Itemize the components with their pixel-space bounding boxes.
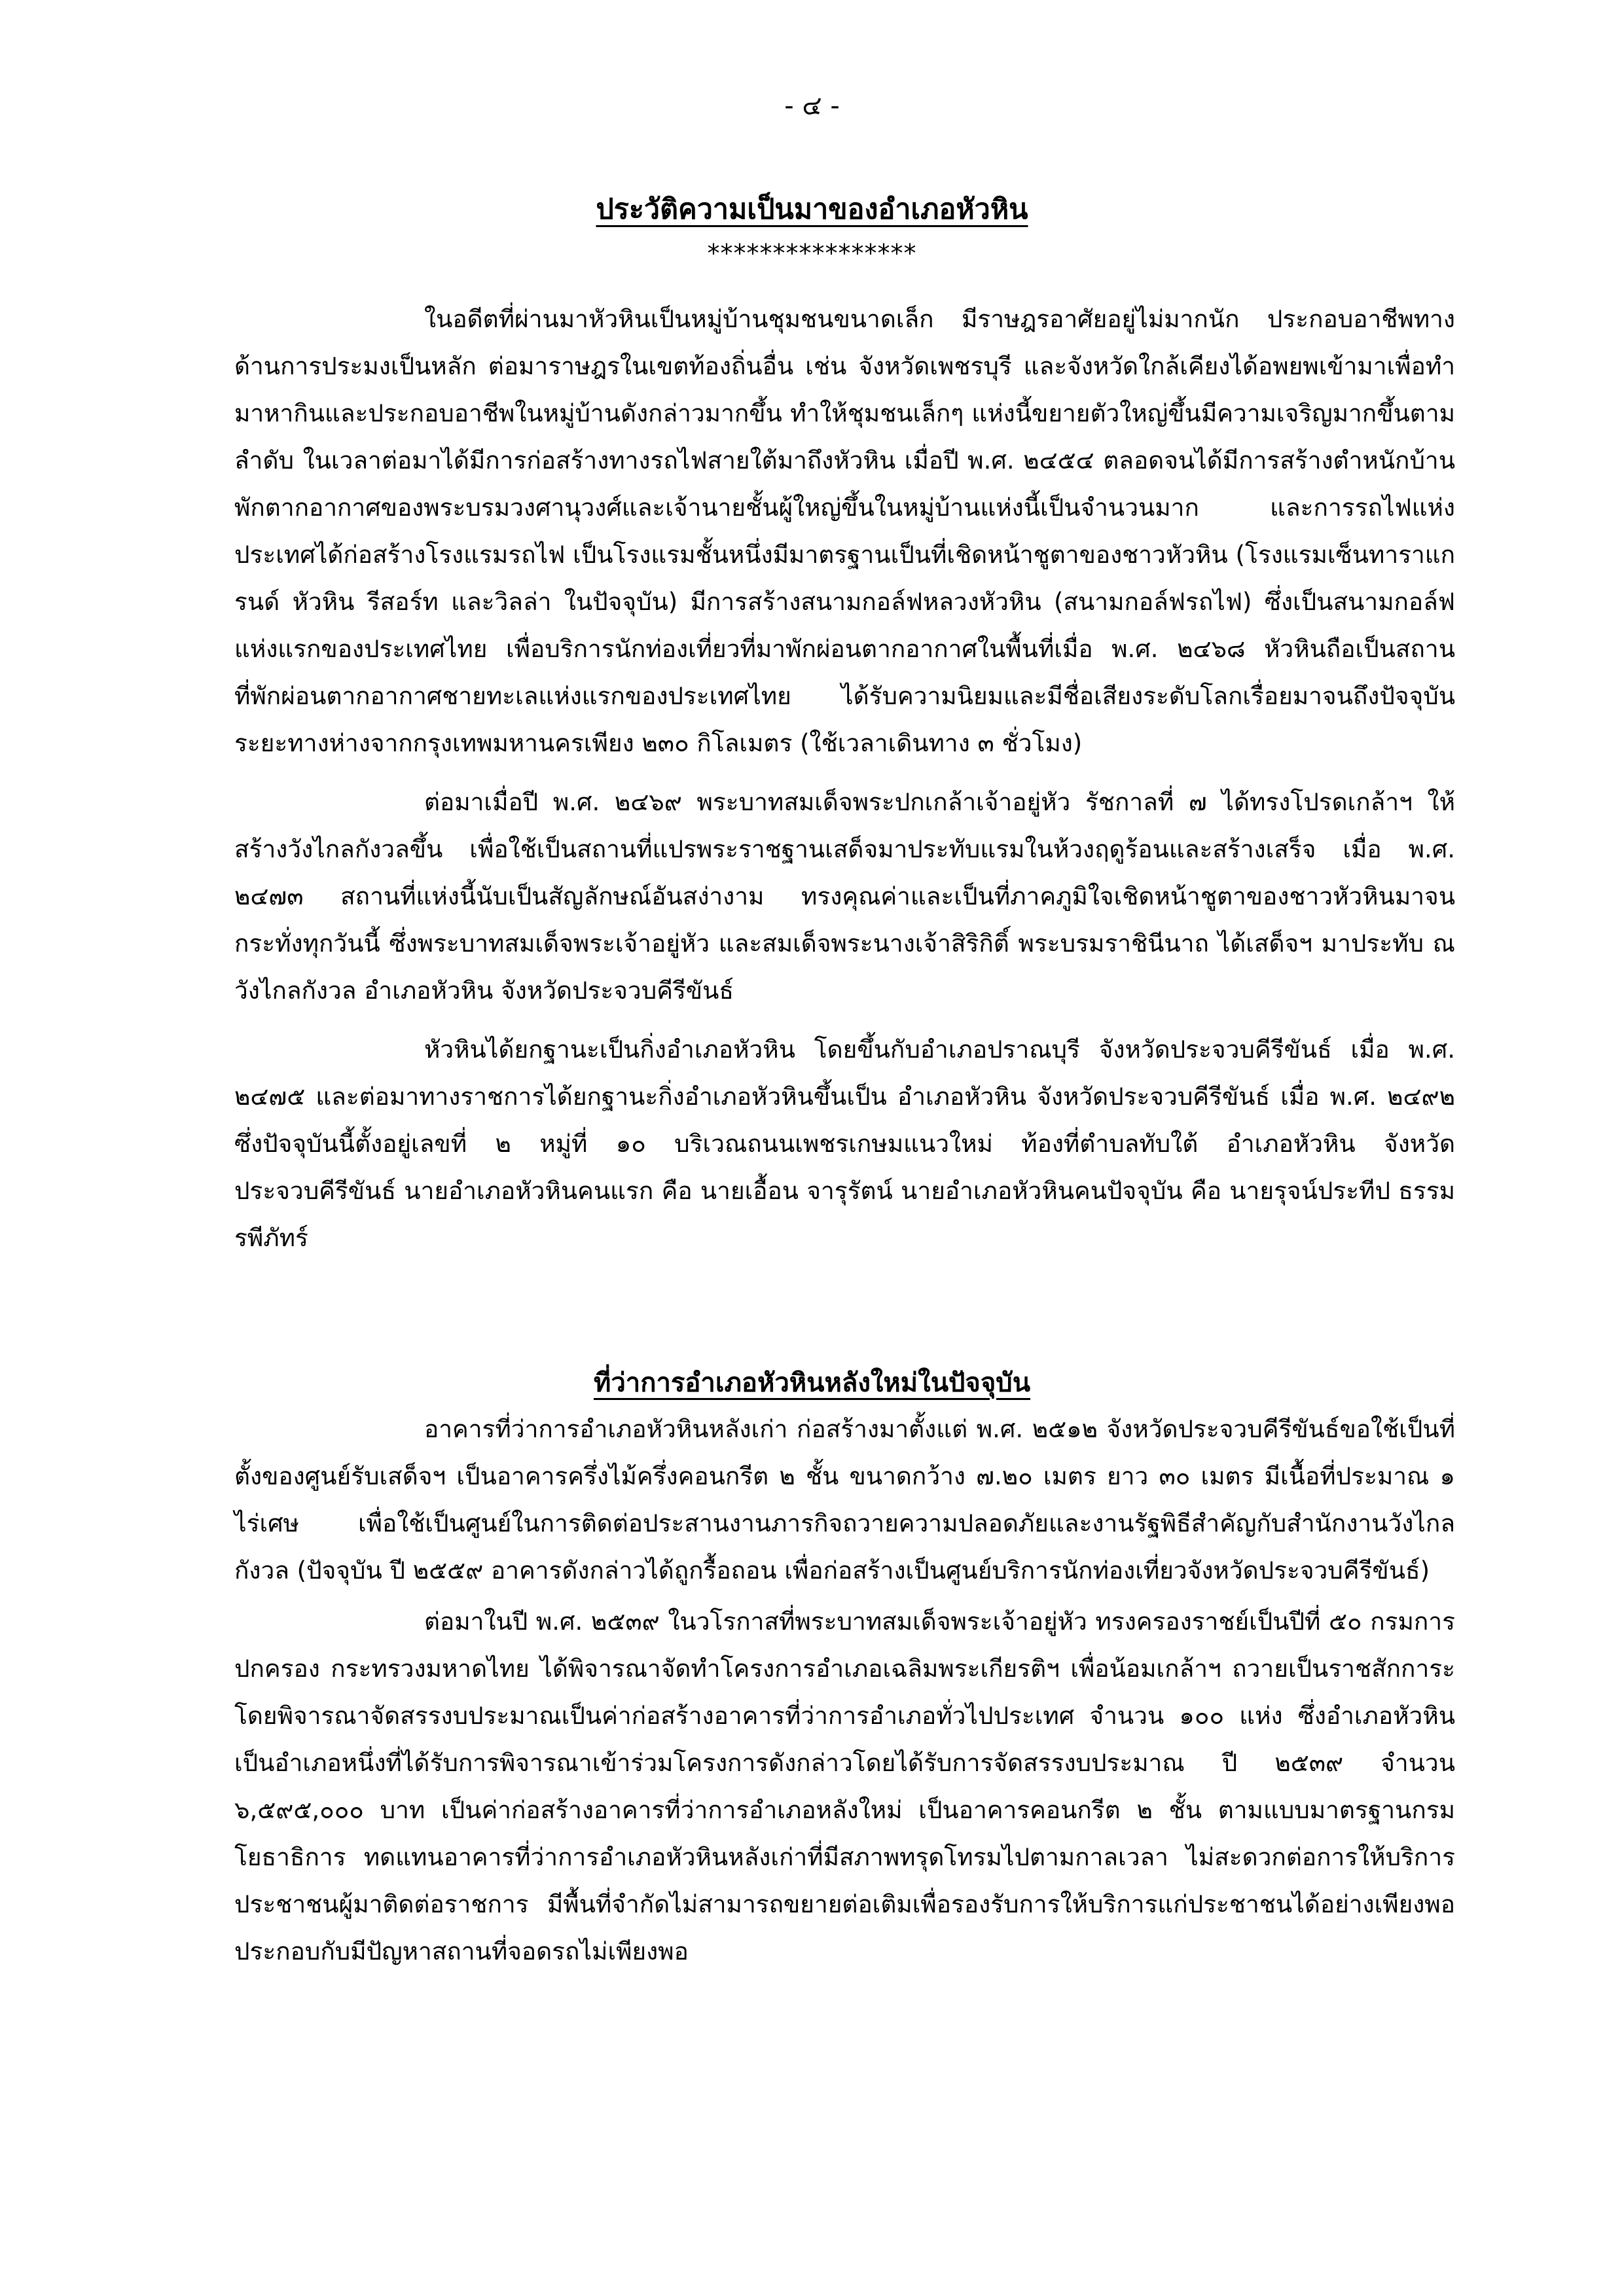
office-paragraph-1: อาคารที่ว่าการอำเภอหัวหินหลังเก่า ก่อสร้างมาตั้งแต่ พ.ศ. ๒๕๑๒ จังหวัดประจวบคีรีขันธ์ขอใช้เป็นที่ตั้งของศูนย์รับเสด็จฯ เป็นอาคารครึ่งไม้ครึ่งคอนกรีต ๒ ชั้น ขนาดกว้าง ๗.๒๐ เมตร ยาว ๓๐ เมตร มีเนื้อที่ประมาณ ๑ ไร่เศษ เพื่อใช้เป็นศูนย์ในการติดต่อประสานงานภารกิจถวายความปลอดภัยและงานรัฐพิธีสำคัญกับสำนักงานวังไกลกังวล (ปัจจุบัน ปี ๒๕๕๙ อาคารดังกล่าวได้ถูกรื้อถอน เพื่อก่อสร้างเป็นศูนย์บริการนักท่องเที่ยวจังหวัดประจวบคีรีขันธ์) (234, 1415, 1455, 1585)
section-heading (0, 1360, 1624, 1406)
title-separator: **************** (707, 239, 917, 268)
section-heading-text: ที่ว่าการอำเภอหัวหินหลังใหม่ในปัจจุบัน (593, 1368, 1031, 1398)
office-paragraph-2: ต่อมาในปี พ.ศ. ๒๕๓๙ ในวโรกาสที่พระบาทสมเด็จพระเจ้าอยู่หัว ทรงครองราชย์เป็นปีที่ ๕๐ กรมการปกครอง กระทรวงมหาดไทย ได้พิจารณาจัดทำโครงการอำเภอเฉลิมพระเกียรติฯ เพื่อน้อมเกล้าฯ ถวายเป็นราชสักการะ โดยพิจารณาจัดสรรงบประมาณเป็นค่าก่อสร้างอาคารที่ว่าการอำเภอทั่วไปประเทศ จำนวน ๑๐๐ แห่ง ซึ่งอำเภอหัวหินเป็นอำเภอหนึ่งที่ได้รับการพิจารณาเข้าร่วมโครงการดังกล่าวโดยได้รับการจัดสรรงบประมาณ ปี ๒๕๓๙ จำนวน ๖,๕๙๕,๐๐๐ บาท เป็นค่าก่อสร้างอาคารที่ว่าการอำเภอหลังใหม่ เป็นอาคารคอนกรีต ๒ ชั้น ตามแบบมาตรฐานกรมโยธาธิการ ทดแทนอาคารที่ว่าการอำเภอหัวหินหลังเก่าที่มีสภาพทรุดโทรมไปตามกาลเวลา ไม่สะดวกต่อการให้บริการประชาชนผู้มาติดต่อราชการ มีพื้นที่จำกัดไม่สามารถขยายต่อเติมเพื่อรองรับการให้บริการแก่ประชาชนได้อย่างเพียงพอ ประกอบกับมีปัญหาสถานที่จอดรถไม่เพียงพอ (234, 1607, 1455, 1965)
history-paragraph-3: หัวหินได้ยกฐานะเป็นกิ่งอำเภอหัวหิน โดยขึ้นกับอำเภอปราณบุรี จังหวัดประจวบคีรีขันธ์ เมื่อ พ.ศ. ๒๔๗๕ และต่อมาทางราชการได้ยกฐานะกิ่งอำเภอหัวหินขึ้นเป็น อำเภอหัวหิน จังหวัดประจวบคีรีขันธ์ เมื่อ พ.ศ. ๒๔๙๒ ซึ่งปัจจุบันนี้ตั้งอยู่เลขที่ ๒ หมู่ที่ ๑๐ บริเวณถนนเพชรเกษมแนวใหม่ ท้องที่ตำบลทับใต้ อำเภอหัวหิน จังหวัดประจวบคีรีขันธ์ นายอำเภอหัวหินคนแรก คือ นายเอื้อน จารุรัตน์ นายอำเภอหัวหินคนปัจจุบัน คือ นายรุจน์ประทีป ธรรมรพีภัทร์ (234, 1035, 1455, 1252)
document-title-text: ประวัติความเป็นมาของอำเภอหัวหิน (596, 193, 1028, 226)
history-section (234, 296, 1455, 1262)
office-section (234, 1406, 1455, 1975)
page-number: - ๔ - (784, 91, 840, 121)
history-paragraph-2: ต่อมาเมื่อปี พ.ศ. ๒๔๖๙ พระบาทสมเด็จพระปกเกล้าเจ้าอยู่หัว รัชกาลที่ ๗ ได้ทรงโปรดเกล้าฯ ให้สร้างวังไกลกังวลขึ้น เพื่อใช้เป็นสถานที่แปรพระราชฐานเสด็จมาประทับแรมในห้วงฤดูร้อนและสร้างเสร็จ เมื่อ พ.ศ. ๒๔๗๓ สถานที่แห่งนี้นับเป็นสัญลักษณ์อันสง่างาม ทรงคุณค่าและเป็นที่ภาคภูมิใจเชิดหน้าชูตาของชาวหัวหินมาจนกระทั่งทุกวันนี้ ซึ่งพระบาทสมเด็จพระเจ้าอยู่หัว และสมเด็จพระนางเจ้าสิริกิติ์ พระบรมราชินีนาถ ได้เสด็จฯ มาประทับ ณ วังไกลกังวล อำเภอหัวหิน จังหวัดประจวบคีรีขันธ์ (234, 788, 1455, 1005)
document-title (0, 187, 1624, 232)
history-paragraph-1: ในอดีตที่ผ่านมาหัวหินเป็นหมู่บ้านชุมชนขนาดเล็ก มีราษฎรอาศัยอยู่ไม่มากนัก ประกอบอาชีพทางด้านการประมงเป็นหลัก ต่อมาราษฎรในเขตท้องถิ่นอื่น เช่น จังหวัดเพชรบุรี และจังหวัดใกล้เคียงได้อพยพเข้ามาเพื่อทำมาหากินและประกอบอาชีพในหมู่บ้านดังกล่าวมากขึ้น ทำให้ชุมชนเล็กๆ แห่งนี้ขยายตัวใหญ่ขึ้นมีความเจริญมากขึ้นตามลำดับ ในเวลาต่อมาได้มีการก่อสร้างทางรถไฟสายใต้มาถึงหัวหิน เมื่อปี พ.ศ. ๒๔๕๔ ตลอดจนได้มีการสร้างตำหนักบ้านพักตากอากาศของพระบรมวงศานุวงศ์และเจ้านายชั้นผู้ใหญ่ขึ้นในหมู่บ้านแห่งนี้เป็นจำนวนมาก และการรถไฟแห่งประเทศได้ก่อสร้างโรงแรมรถไฟ เป็นโรงแรมชั้นหนึ่งมีมาตรฐานเป็นที่เชิดหน้าชูตาของชาวหัวหิน (โรงแรมเซ็นทาราแกรนด์ หัวหิน รีสอร์ท และวิลล่า ในปัจจุบัน) มีการสร้างสนามกอล์ฟหลวงหัวหิน (สนามกอล์ฟรถไฟ) ซึ่งเป็นสนามกอล์ฟแห่งแรกของประเทศไทย เพื่อบริการนักท่องเที่ยวที่มาพักผ่อนตากอากาศในพื้นที่เมื่อ พ.ศ. ๒๔๖๘ หัวหินถือเป็นสถานที่พักผ่อนตากอากาศชายทะเลแห่งแรกของประเทศไทย ได้รับความนิยมและมีชื่อเสียงระดับโลกเรื่อยมาจนถึงปัจจุบัน ระยะทางห่างจากกรุงเทพมหานครเพียง ๒๓๐ กิโลเมตร (ใช้เวลาเดินทาง ๓ ชั่วโมง) (234, 305, 1455, 757)
